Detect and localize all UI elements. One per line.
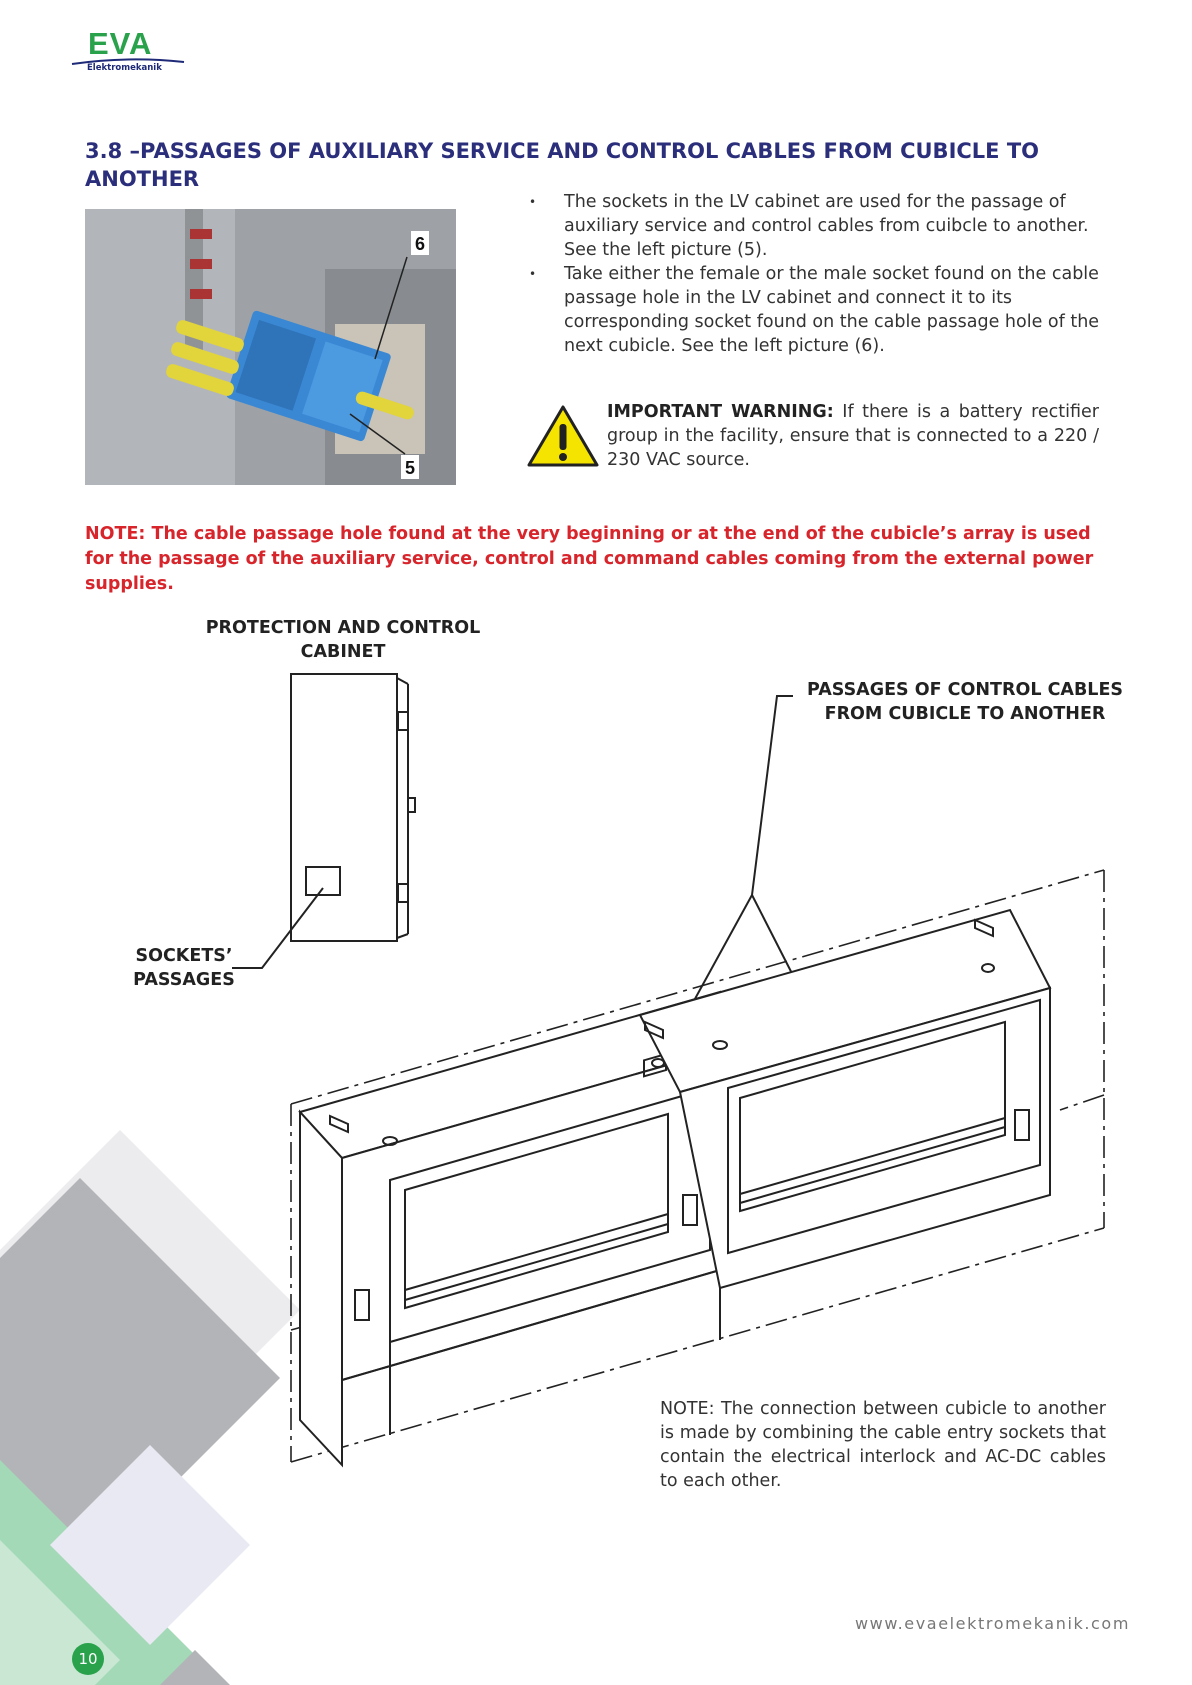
sockets-passages-label: SOCKETS’ PASSAGES (133, 946, 235, 990)
section-title: 3.8 –PASSAGES OF AUXILIARY SERVICE AND CONTROL CABLES FROM CUBICLE TO ANOTHER (85, 139, 1040, 191)
warning-text: If there is a battery rectifier group in the facility, ensure that is connected to a 220 / 230 VAC source. (607, 402, 1099, 470)
instruction-list (527, 190, 1107, 358)
page-number: 10 (72, 1643, 104, 1675)
list-item: • Take either the female or the male socket found on the cable passage hole in the LV cabinet and connect it to its corresponding socket found on the cable passage hole of the next cubicle. See the left picture (6). (527, 262, 1107, 358)
cubicle-diagram (0, 600, 1192, 1520)
passages-label: PASSAGES OF CONTROL CABLES FROM CUBICLE TO ANOTHER (807, 680, 1123, 724)
important-warning (607, 400, 1099, 472)
photo-callout-5: 5 (404, 458, 416, 478)
note-connection: NOTE: The connection between cubicle to another is made by combining the cable entry sockets that contain the electrical interlock and AC-DC cables to each other. (660, 1399, 1106, 1491)
company-logo (70, 26, 186, 76)
note-external-supplies: NOTE: The cable passage hole found at the very beginning or at the end of the cubicle’s array is used for the passage of the auxiliary service, control and command cables coming from the external power supplies. (85, 524, 1094, 594)
photo-callout-6: 6 (414, 234, 426, 254)
protection-cabinet-label: PROTECTION AND CONTROL CABINET (205, 618, 481, 662)
warning-triangle-icon (527, 404, 599, 468)
socket-photo (85, 209, 456, 485)
warning-label: IMPORTANT WARNING: (607, 402, 834, 422)
logo-tagline: Elektromekanik (87, 63, 162, 73)
website-url: www.evaelektromekanik.com (855, 1614, 1131, 1633)
list-item: • The sockets in the LV cabinet are used for the passage of auxiliary service and control cables from cuibcle to another. See the left picture (5). (527, 190, 1107, 262)
logo-wordmark: EVA (88, 26, 153, 61)
